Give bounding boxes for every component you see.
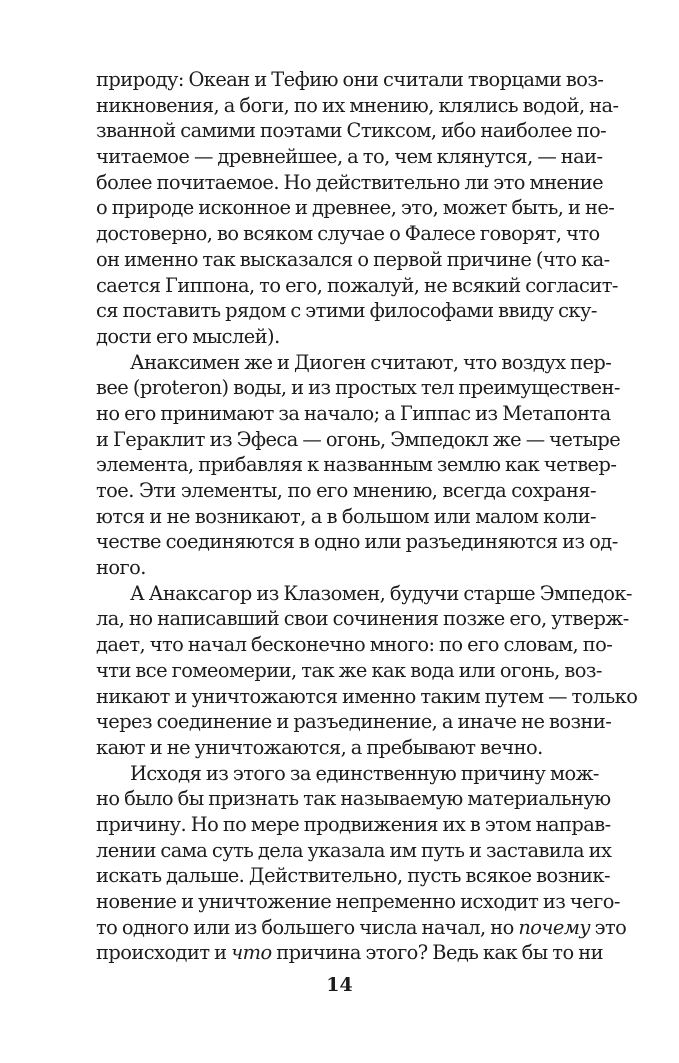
text-line: более почитаемое. Но действительно ли это мнение bbox=[96, 170, 604, 194]
text-line: сается Гиппона, то его, пожалуй, не всякий согласит- bbox=[96, 273, 618, 297]
text-line: новение и уничтожение непременно исходит из чего- bbox=[96, 890, 620, 913]
text-line: Исходя из этого за единственную причину мож- bbox=[130, 761, 599, 785]
paragraph-4 bbox=[96, 761, 627, 967]
page-text bbox=[96, 67, 638, 966]
paragraph-3 bbox=[96, 581, 638, 761]
paragraph-1 bbox=[96, 67, 619, 350]
italic-word: что bbox=[231, 941, 272, 965]
text-line: честве соединяются в одно или разъединяются из од- bbox=[96, 530, 618, 554]
text-line: он именно так высказался о первой причине (что ка- bbox=[96, 247, 610, 271]
text-line: достоверно, во всяком случае о Фалесе говорят, что bbox=[96, 222, 600, 246]
text-line: ла, но написавший свои сочинения позже его, утверж- bbox=[96, 607, 629, 631]
text-line: искать дальше. Действительно, пусть всякое возник- bbox=[96, 864, 610, 888]
text-run: причина этого? Ведь как бы то ни bbox=[271, 941, 603, 965]
text-line: ного. bbox=[96, 556, 146, 580]
text-line: тое. Эти элементы, по его мнению, всегда сохраня- bbox=[96, 479, 596, 502]
text-line: вее (proteron) воды, и из простых тел преимуществен- bbox=[96, 376, 620, 400]
text-run: происходит и bbox=[96, 941, 232, 965]
text-line: званной самими поэтами Стиксом, ибо наиболее по- bbox=[96, 119, 607, 143]
text-run: это bbox=[590, 915, 627, 939]
text-line: через соединение и разъединение, а иначе не возни- bbox=[96, 710, 612, 734]
text-line: причину. Но по мере продвижения их в этом направ- bbox=[96, 812, 611, 836]
text-line: чти все гомеомерии, так же как вода или огонь, воз- bbox=[96, 658, 602, 682]
text-line: но было бы признать так называемую материальную bbox=[96, 787, 611, 811]
text-line: природу: Океан и Тефию они считали творцами воз- bbox=[96, 68, 604, 91]
text-line: читаемое — древнейшее, а то, чем клянутся, — наи- bbox=[96, 145, 603, 169]
text-line: ются и не возникают, а в большом или малом коли- bbox=[96, 504, 596, 528]
text-line: никновения, а боги, по их мнению, клялись водой, на- bbox=[96, 93, 619, 117]
text-line: и Гераклит из Эфеса — огонь, Эмпедокл же — четыре bbox=[96, 427, 621, 451]
text-line: Анаксимен же и Диоген считают, что воздух пер- bbox=[130, 350, 612, 374]
text-line: никают и уничтожаются именно таким путем — только bbox=[96, 684, 638, 708]
text-line: элемента, прибавляя к названным землю как четвер- bbox=[96, 453, 617, 477]
text-line: ся поставить рядом с этими философами ввиду ску- bbox=[96, 299, 597, 323]
text-line: но его принимают за начало; а Гиппас из Метапонта bbox=[96, 401, 611, 425]
text-line: А Анаксагор из Клазомен, будучи старше Эмпедок- bbox=[130, 581, 632, 605]
text-line: дает, что начал бесконечно много: по его словам, по- bbox=[96, 633, 613, 657]
paragraph-2 bbox=[96, 350, 621, 581]
text-line bbox=[96, 940, 603, 966]
text-line: кают и не уничтожаются, а пребывают вечно. bbox=[96, 735, 543, 759]
text-line: о природе исконное и древнее, это, может быть, и не- bbox=[96, 196, 615, 220]
text-run: то одного или из большего числа начал, но bbox=[96, 915, 519, 939]
page-number: 14 bbox=[326, 974, 353, 996]
text-line: дости его мыслей). bbox=[96, 324, 280, 348]
text-line bbox=[96, 915, 627, 941]
text-line: лении сама суть дела указала им путь и заставила их bbox=[96, 838, 612, 862]
italic-word: почему bbox=[518, 915, 591, 939]
